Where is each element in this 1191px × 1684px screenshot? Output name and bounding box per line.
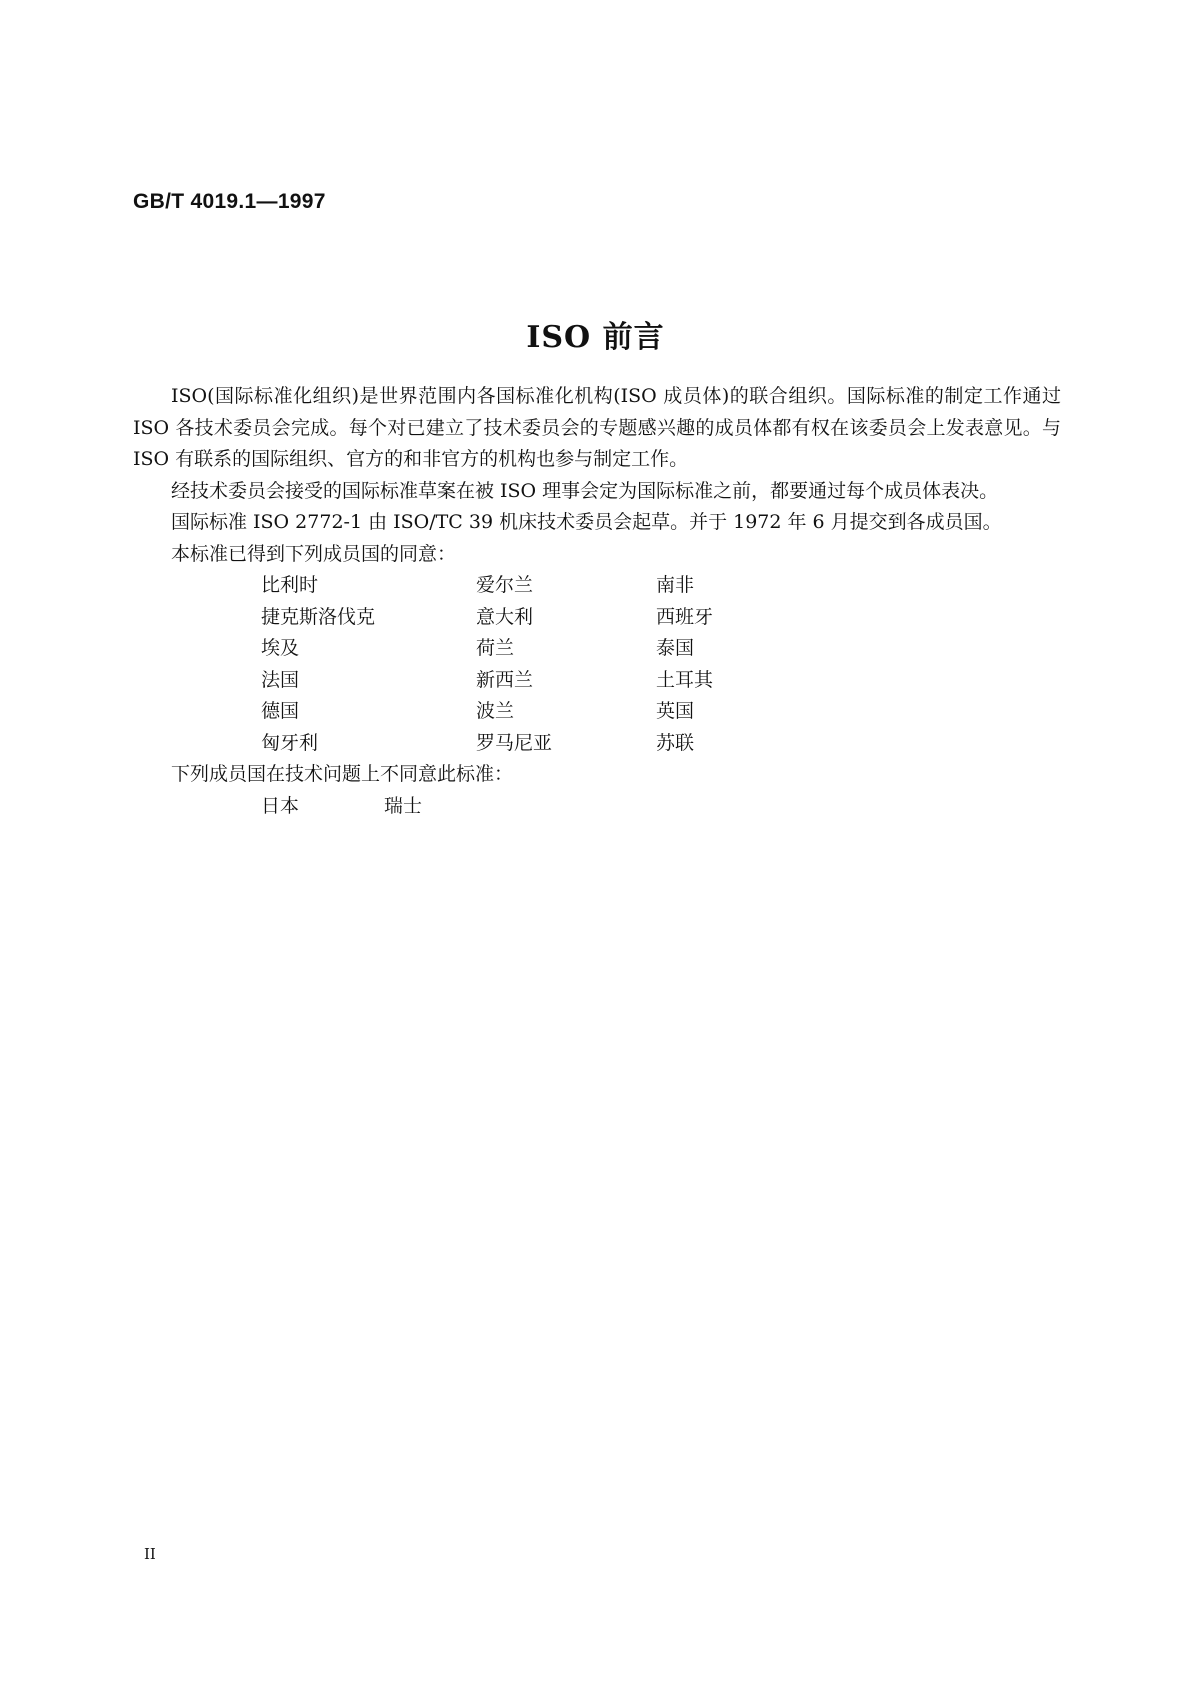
country-item: 意大利 — [476, 605, 534, 628]
paragraph-dissent-intro: 下列成员国在技术问题上不同意此标准： — [171, 763, 514, 785]
dissenting-countries-list — [261, 791, 1061, 823]
paragraph-voting: 经技术委员会接受的国际标准草案在被 ISO 理事会定为国际标准之前，都要通过每个成员体表决。 — [171, 479, 999, 502]
page-title: ISO 前言 — [526, 320, 665, 355]
country-item: 荷兰 — [476, 637, 515, 659]
country-item: 土耳其 — [656, 668, 714, 691]
document-body — [133, 381, 1061, 822]
country-item: 瑞士 — [384, 794, 423, 817]
country-item: 新西兰 — [476, 668, 534, 691]
country-item: 波兰 — [476, 700, 515, 722]
country-item: 爱尔兰 — [476, 574, 534, 596]
country-item: 日本 — [261, 794, 300, 817]
country-item: 埃及 — [261, 637, 300, 659]
page-number: II — [144, 1545, 156, 1563]
country-item: 西班牙 — [656, 605, 714, 628]
country-item: 泰国 — [656, 637, 695, 659]
standard-number: GB/T 4019.1—1997 — [133, 190, 326, 213]
approving-countries-list — [261, 570, 1061, 759]
country-item: 匈牙利 — [261, 731, 319, 754]
country-item: 德国 — [261, 700, 300, 722]
country-item: 南非 — [656, 574, 695, 596]
paragraph-drafting: 国际标准 ISO 2772-1 由 ISO/TC 39 机床技术委员会起草。并于 1972 年 6 月提交到各成员国。 — [171, 511, 1002, 533]
paragraph-iso-intro: ISO(国际标准化组织)是世界范围内各国标准化机构(ISO 成员体)的联合组织。国际标准的制定工作通过 ISO 各技术委员会完成。每个对已建立了技术委员会的专题感兴趣的成员体都有权在该委员会上发表意见。与 ISO 有联系的国际组织、官方的和非官方的机构也参与制定工作。 — [133, 385, 1061, 470]
country-item: 法国 — [261, 668, 300, 691]
paragraph-approval-intro: 本标准已得到下列成员国的同意： — [171, 542, 457, 565]
country-item: 英国 — [656, 700, 695, 722]
country-item: 罗马尼亚 — [476, 731, 553, 754]
country-item: 苏联 — [656, 731, 695, 754]
country-item: 比利时 — [261, 574, 319, 596]
country-item: 捷克斯洛伐克 — [261, 605, 376, 628]
